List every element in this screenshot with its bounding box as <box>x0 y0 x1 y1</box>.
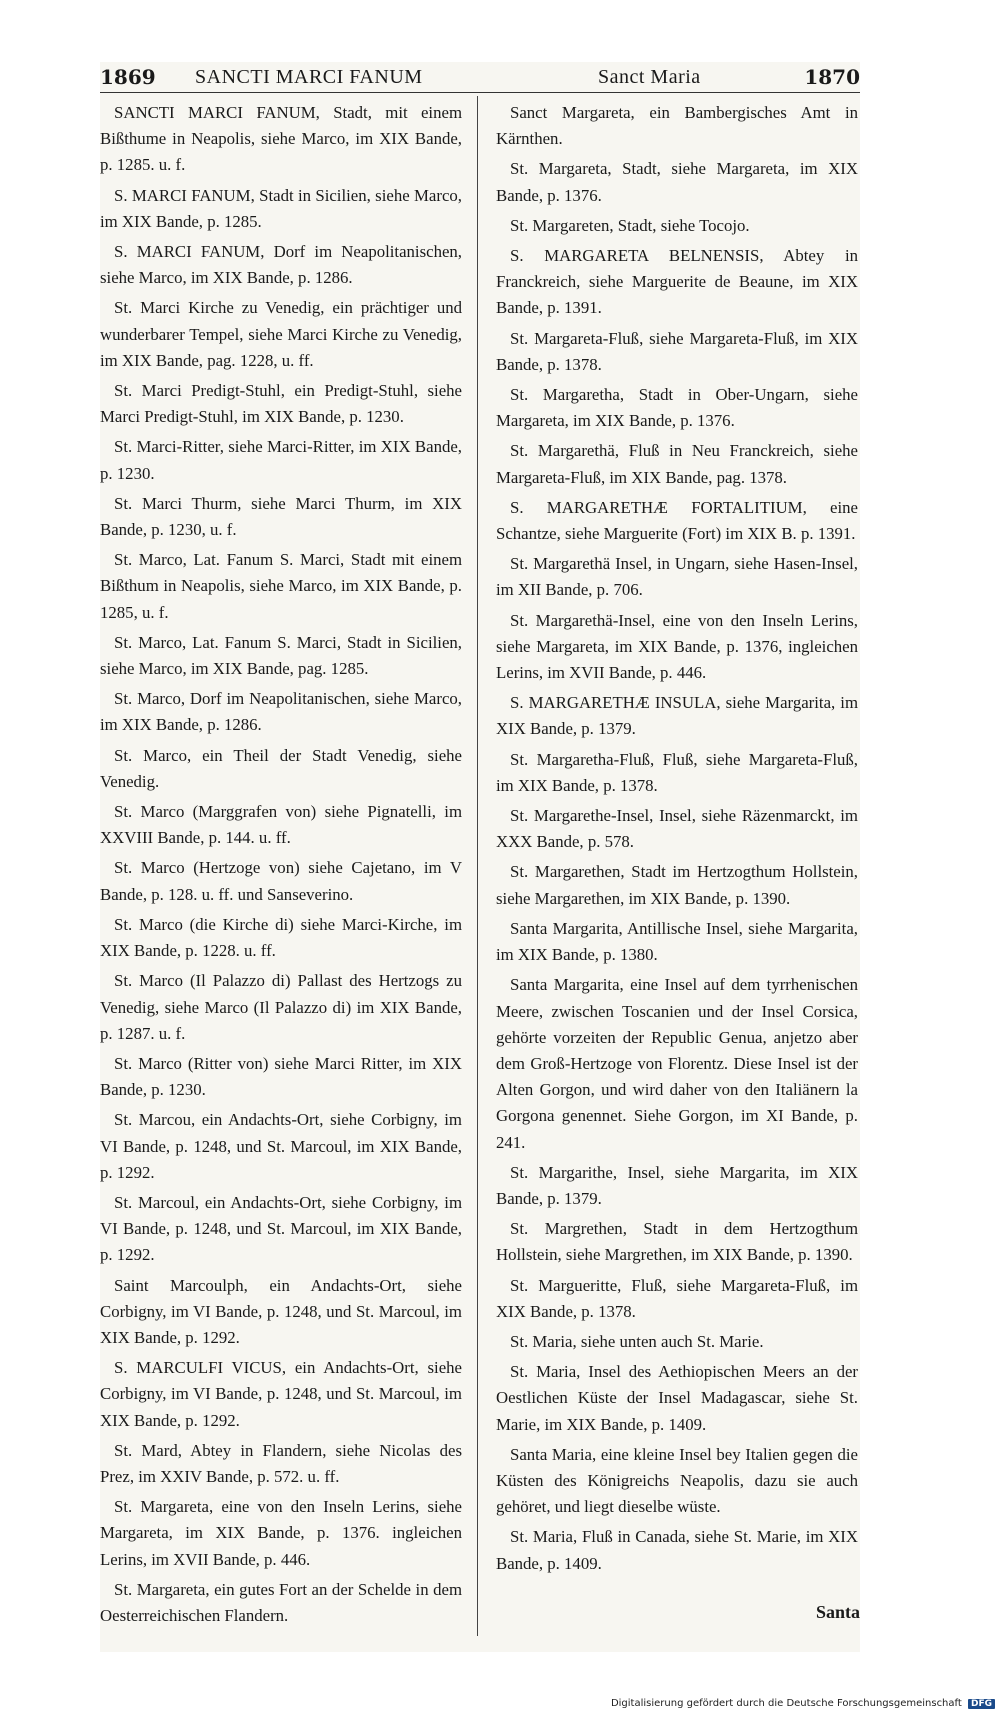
dictionary-entry: St. Margareta-Fluß, siehe Margareta-Fluß, im XIX Bande, p. 1378. <box>496 328 858 374</box>
dictionary-entry: St. Marci Kirche zu Venedig, ein prächtiger und wunderbarer Tempel, siehe Marci Kirche zu Venedig, im XIX Bande, pag. 1228, u. ff. <box>100 298 462 370</box>
right-column <box>496 100 858 1581</box>
catchword: Santa <box>815 1602 860 1622</box>
dictionary-entry: St. Margarethä-Insel, eine von den Inseln Lerins, siehe Margareta, im XIX Bande, p. 1376, ingleichen Lerins, im XVII Bande, p. 446. <box>496 610 858 683</box>
dictionary-entry: St. Marco, Dorf im Neapolitanischen, siehe Marco, im XIX Bande, p. 1286. <box>100 689 462 735</box>
dictionary-entry: S. MARGARETHÆ INSULA, siehe Margarita, im XIX Bande, p. 1379. <box>496 693 858 739</box>
dictionary-entry: St. Marco (Ritter von) siehe Marci Ritter, im XIX Bande, p. 1230. <box>100 1053 462 1100</box>
dictionary-entry: Santa Maria, eine kleine Insel bey Italien gegen die Küsten des Königreichs Neapolis, dazu sie auch gehöret, und liegt dieselbe wüste. <box>496 1444 858 1517</box>
dfg-logo-icon: DFG <box>968 1699 995 1709</box>
column-divider <box>477 96 479 1636</box>
dictionary-entry: St. Marci-Ritter, siehe Marci-Ritter, im XIX Bande, p. 1230. <box>100 437 462 483</box>
right-running-title: Sanct Maria <box>598 66 701 88</box>
dictionary-entry: St. Marco, Lat. Fanum S. Marci, Stadt in Sicilien, siehe Marco, im XIX Bande, pag. 1285. <box>100 632 462 679</box>
dictionary-entry: S. MARGARETA BELNENSIS, Abtey in Franckreich, siehe Marguerite de Beaune, im XIX Bande, p. 1391. <box>496 246 858 318</box>
dictionary-entry: St. Margarethä, Fluß in Neu Franckreich, siehe Margareta-Fluß, im XIX Bande, pag. 1378. <box>496 441 858 487</box>
dictionary-entry: St. Marco (Il Palazzo di) Pallast des Hertzogs zu Venedig, siehe Marco (Il Palazzo di) im XIX Bande, p. 1287. u. f. <box>100 971 462 1043</box>
digitization-footer <box>0 1698 995 1709</box>
dictionary-entry: S. MARGARETHÆ FORTALITIUM, eine Schantze, siehe Marguerite (Fort) im XIX B. p. 1391. <box>496 497 858 544</box>
dictionary-entry: SANCTI MARCI FANUM, Stadt, mit einem Bißthume in Neapolis, siehe Marco, im XIX Bande, p. 1285. u. f. <box>100 103 462 175</box>
dictionary-entry: St. Margareta, ein gutes Fort an der Schelde in dem Oesterreichischen Flandern. <box>100 1579 462 1625</box>
dictionary-entry: St. Marcoul, ein Andachts-Ort, siehe Corbigny, im VI Bande, p. 1248, und St. Marcoul, im XIX Bande, p. 1292. <box>100 1192 462 1265</box>
dictionary-entry: St. Marci Predigt-Stuhl, ein Predigt-Stuhl, siehe Marci Predigt-Stuhl, im XIX Bande, p. 1230. <box>100 381 462 427</box>
right-page-number: 1870 <box>804 65 860 89</box>
book-page <box>100 62 860 1652</box>
dictionary-entry: St. Margrethen, Stadt in dem Hertzogthum Hollstein, siehe Margrethen, im XIX Bande, p. 1390. <box>496 1219 858 1265</box>
dictionary-entry: S. MARCI FANUM, Dorf im Neapolitanischen, siehe Marco, im XIX Bande, p. 1286. <box>100 242 462 288</box>
dictionary-entry: St. Margareta, Stadt, siehe Margareta, im XIX Bande, p. 1376. <box>496 159 858 205</box>
dictionary-entry: St. Marco (Marggrafen von) siehe Pignatelli, im XXVIII Bande, p. 144. u. ff. <box>100 802 462 848</box>
dictionary-entry: St. Mard, Abtey in Flandern, siehe Nicolas des Prez, im XXIV Bande, p. 572. u. ff. <box>100 1440 462 1486</box>
dictionary-entry: St. Margarethen, Stadt im Hertzogthum Hollstein, siehe Margarethen, im XIX Bande, p. 1390. <box>496 862 858 908</box>
footer-text: Digitalisierung gefördert durch die Deutsche Forschungsgemeinschaft <box>610 1698 962 1709</box>
dictionary-entry: Santa Margarita, eine Insel auf dem tyrrhenischen Meere, zwischen Toscanien und der Insel Corsica, gehörte vorzeiten der Republic Genua, anjetzo aber dem Groß-Hertzoge von Florentz. Diese Insel ist der Alten Gorgon, und wird daher von den Italiänern la Gorgona genennet. Siehe Gorgon, im XI Bande, p. 241. <box>496 975 858 1152</box>
dictionary-entry: St. Maria, Insel des Aethiopischen Meers an der Oestlichen Küste der Insel Madagascar, siehe St. Marie, im XIX Bande, p. 1409. <box>496 1362 858 1434</box>
dictionary-entry: St. Margarethe-Insel, Insel, siehe Räzenmarckt, im XXX Bande, p. 578. <box>496 806 858 852</box>
dictionary-entry: St. Marco (Hertzoge von) siehe Cajetano, im V Bande, p. 128. u. ff. und Sanseverino. <box>100 858 462 904</box>
left-page-number: 1869 <box>100 65 156 89</box>
dictionary-entry: Santa Margarita, Antillische Insel, siehe Margarita, im XIX Bande, p. 1380. <box>496 918 858 965</box>
left-column <box>100 100 462 1633</box>
dictionary-entry: St. Marcou, ein Andachts-Ort, siehe Corbigny, im VI Bande, p. 1248, und St. Marcoul, im XIX Bande, p. 1292. <box>100 1110 462 1182</box>
dictionary-entry: Sanct Margareta, ein Bambergisches Amt in Kärnthen. <box>496 103 858 149</box>
dictionary-entry: St. Marco, Lat. Fanum S. Marci, Stadt mit einem Bißthum in Neapolis, siehe Marco, im XIX Bande, p. 1285, u. f. <box>100 550 462 622</box>
left-running-title: SANCTI MARCI FANUM <box>195 66 423 88</box>
dictionary-entry: St. Margarithe, Insel, siehe Margarita, im XIX Bande, p. 1379. <box>496 1162 858 1208</box>
dictionary-entry: Saint Marcoulph, ein Andachts-Ort, siehe Corbigny, im VI Bande, p. 1248, und St. Marcoul, im XIX Bande, p. 1292. <box>100 1275 462 1347</box>
dictionary-entry: St. Maria, Fluß in Canada, siehe St. Marie, im XIX Bande, p. 1409. <box>496 1527 858 1573</box>
page-header <box>100 62 860 93</box>
dictionary-entry: St. Marco (die Kirche di) siehe Marci-Kirche, im XIX Bande, p. 1228. u. ff. <box>100 914 462 961</box>
dictionary-entry: S. MARCI FANUM, Stadt in Sicilien, siehe Marco, im XIX Bande, p. 1285. <box>100 185 462 231</box>
dictionary-entry: St. Marci Thurm, siehe Marci Thurm, im XIX Bande, p. 1230, u. f. <box>100 493 462 540</box>
dictionary-entry: S. MARCULFI VICUS, ein Andachts-Ort, siehe Corbigny, im VI Bande, p. 1248, und St. Marcoul, im XIX Bande, p. 1292. <box>100 1358 462 1430</box>
dictionary-entry: St. Margaretha, Stadt in Ober-Ungarn, siehe Margareta, im XIX Bande, p. 1376. <box>496 385 858 431</box>
dictionary-entry: St. Margueritte, Fluß, siehe Margareta-Fluß, im XIX Bande, p. 1378. <box>496 1275 858 1321</box>
dictionary-entry: St. Maria, siehe unten auch St. Marie. <box>510 1331 764 1351</box>
dictionary-entry: St. Marco, ein Theil der Stadt Venedig, siehe Venedig. <box>100 745 462 791</box>
dictionary-entry: St. Margaretha-Fluß, Fluß, siehe Margareta-Fluß, im XIX Bande, p. 1378. <box>496 749 858 795</box>
dictionary-entry: St. Margareten, Stadt, siehe Tocojo. <box>510 215 750 235</box>
dictionary-entry: St. Margarethä Insel, in Ungarn, siehe Hasen-Insel, im XII Bande, p. 706. <box>496 554 858 600</box>
dictionary-entry: St. Margareta, eine von den Inseln Lerins, siehe Margareta, im XIX Bande, p. 1376. ingleichen Lerins, im XVII Bande, p. 446. <box>100 1497 462 1569</box>
